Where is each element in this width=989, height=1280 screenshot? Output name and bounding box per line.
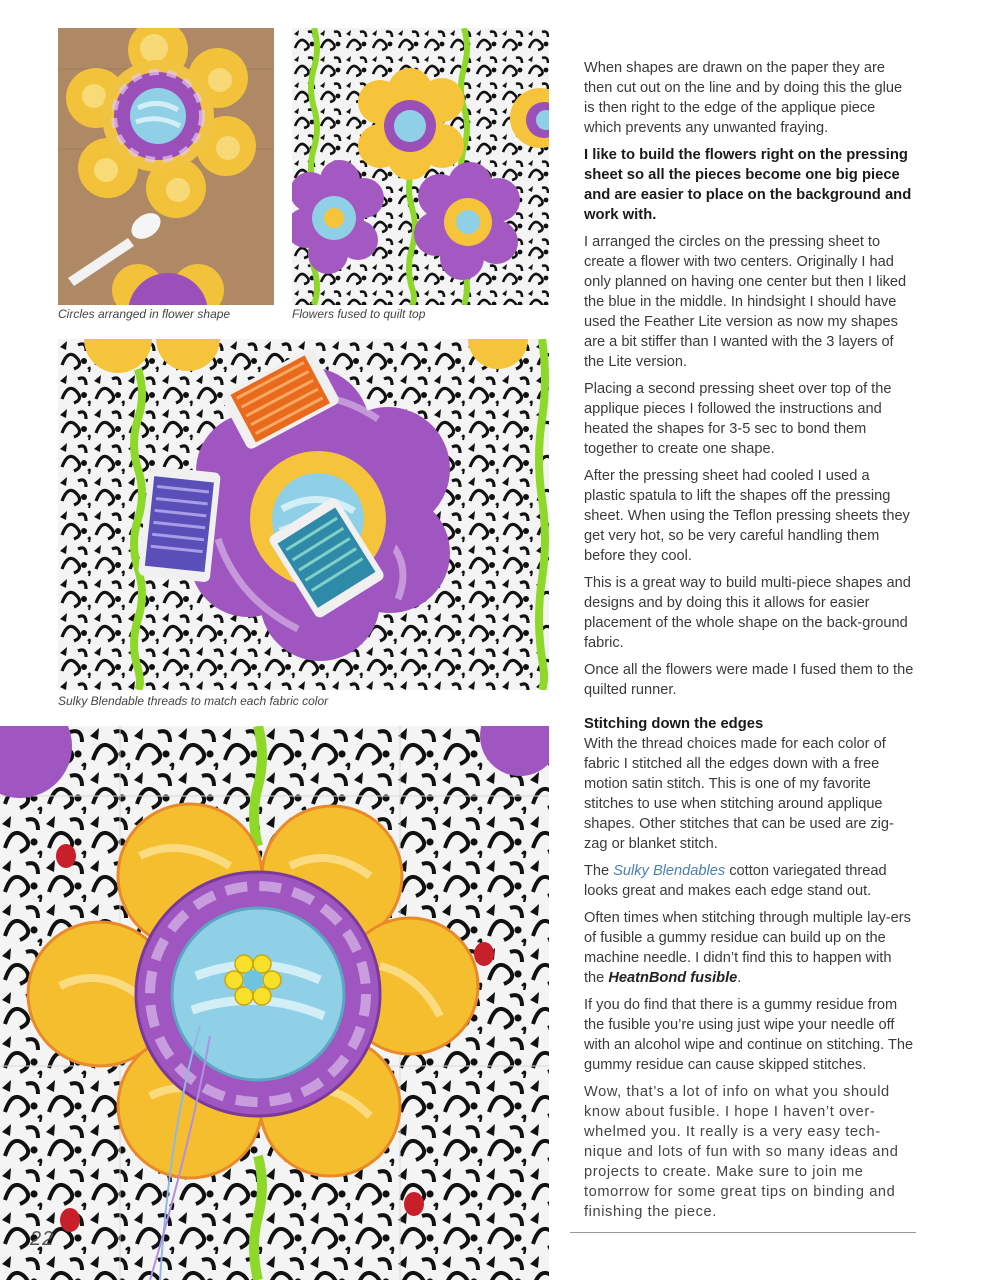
article-column	[584, 58, 914, 1229]
footer-rule	[570, 1232, 916, 1233]
page-number: 22	[30, 1228, 55, 1250]
photo-stitched-flower	[0, 726, 549, 1280]
caption-photo1: Circles arranged in flower shape	[58, 307, 231, 321]
paragraph-12-closing: Wow, that’s a lot of info on what you should know about fusible. I hope I haven’t over-whelmed you. It really is a very easy tech-nique and lots of fun with so many ideas and projects to create. Make sure to join me tomorrow for some great tips on binding and finishing the piece.	[584, 1084, 899, 1220]
paragraph-6: This is a great way to build multi-piece shapes and designs and by doing this it allows for easier placement of the whole shape on the back-ground fabric.	[584, 575, 911, 651]
section-heading: Stitching down the edges	[584, 716, 764, 732]
paragraph-10-pre: Often times when stitching through multiple lay-ers of fusible a gummy residue can build up on the machine needle. I didn’t find this to happen with the	[584, 910, 911, 986]
paragraph-9-pre: The	[584, 863, 614, 879]
caption-photo2: Flowers fused to quilt top	[292, 307, 426, 321]
paragraph-4: Placing a second pressing sheet over top of the applique pieces I followed the instructions and heated the shapes for 3-5 sec to bond them together to create one shape.	[584, 381, 892, 457]
paragraph-9	[584, 861, 914, 901]
photo-flowers-fused	[292, 28, 549, 305]
paragraph-10	[584, 908, 914, 988]
photo-sulky-threads	[58, 339, 549, 690]
sulky-blendables-link[interactable]: Sulky Blendables	[613, 863, 726, 879]
paragraph-2-bold: I like to build the flowers right on the pressing sheet so all the pieces become one big piece and are easier to place on the background and work with.	[584, 147, 912, 223]
paragraph-1: When shapes are drawn on the paper they are then cut out on the line and by doing this the glue is then right to the edge of the applique piece which prevents any unwanted fraying.	[584, 60, 903, 136]
paragraph-5: After the pressing sheet had cooled I used a plastic spatula to lift the shapes off the pressing sheet. When using the Teflon pressing sheets they get very hot, so be very careful handling them before they cool.	[584, 468, 910, 564]
paragraph-3: I arranged the circles on the pressing sheet to create a flower with two centers. Originally I had only planned on having one center but then I liked the blue in the middle. In hindsight I should have used the Feather Lite version as now my shapes are a bit stiffer than I wanted with the 3 layers of the Lite version.	[584, 234, 907, 370]
caption-photo3: Sulky Blendable threads to match each fabric color	[58, 694, 329, 708]
paragraph-11: If you do find that there is a gummy residue from the fusible you’re using just wipe your needle off with an alcohol wipe and continue on stitching. The gummy residue can cause skipped stitches.	[584, 997, 914, 1073]
paragraph-10-post: .	[737, 970, 742, 986]
paragraph-9-post: cotton variegated thread looks great and makes each edge stand out.	[584, 863, 887, 899]
heatnbond-emphasis: HeatnBond fusible	[608, 970, 738, 986]
photo-circles-flower	[58, 28, 274, 305]
paragraph-8: With the thread choices made for each color of fabric I stitched all the edges down with a free motion satin stitch. This is one of my favorite stitches to use when stitching around applique shapes. Other stitches that can be used are zig-zag or blanket stitch.	[584, 736, 894, 852]
paragraph-7: Once all the flowers were made I fused them to the quilted runner.	[584, 662, 914, 698]
